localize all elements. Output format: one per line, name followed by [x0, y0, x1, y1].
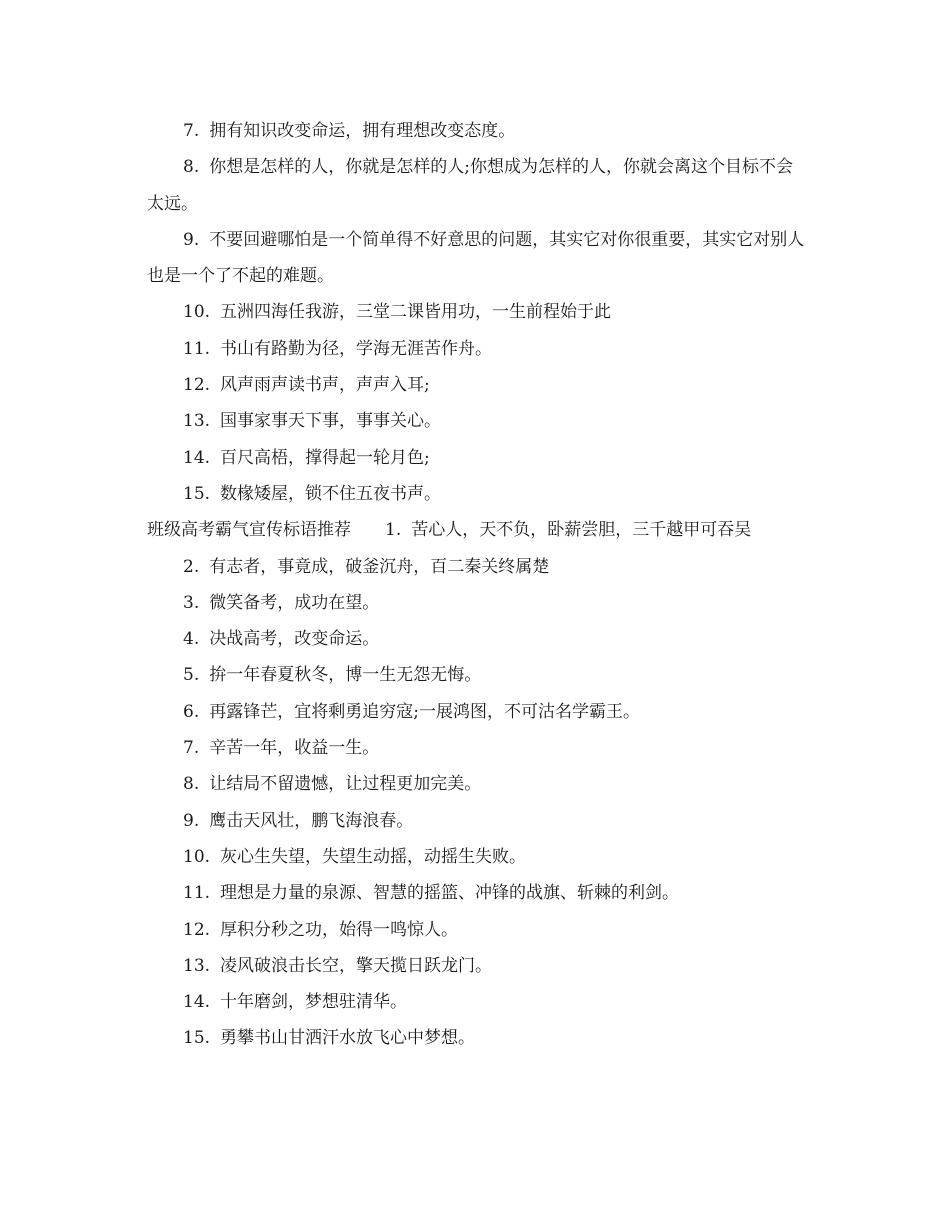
item-number: 13. — [183, 411, 211, 432]
item-text: 勇攀书山甘洒汗水放飞心中梦想。 — [220, 1028, 476, 1049]
item-text: 数椽矮屋，锁不住五夜书声。 — [220, 483, 442, 504]
list-item — [147, 1020, 807, 1056]
list-item — [147, 585, 807, 621]
item-text: 拚一年春夏秋冬，博一生无怨无悔。 — [209, 665, 482, 686]
item-number: 9. — [183, 229, 200, 250]
section-heading: 班级高考霸气宣传标语推荐 — [147, 520, 351, 541]
item-text: 决战高考，改变命运。 — [209, 629, 380, 650]
item-number: 1. — [385, 520, 402, 541]
item-text: 风声雨声读书声，声声入耳; — [220, 375, 430, 396]
item-number: 14. — [183, 447, 211, 468]
list-item — [147, 803, 807, 839]
item-number: 11. — [183, 338, 211, 359]
list-item — [147, 621, 807, 657]
item-number: 3. — [183, 592, 200, 613]
item-text: 厚积分秒之功，始得一鸣惊人。 — [220, 919, 459, 940]
item-number: 15. — [183, 483, 211, 504]
list-item — [147, 403, 807, 439]
item-text: 百尺高梧，撑得起一轮月色; — [220, 447, 430, 468]
item-text: 十年磨剑，梦想驻清华。 — [220, 992, 408, 1013]
list-item — [147, 657, 807, 693]
item-text: 拥有知识改变命运，拥有理想改变态度。 — [209, 121, 516, 141]
item-text: 微笑备考，成功在望。 — [209, 592, 380, 613]
item-number: 8. — [183, 774, 200, 795]
item-number: 12. — [183, 919, 211, 940]
item-text: 辛苦一年，收益一生。 — [209, 738, 380, 759]
item-number: 2. — [183, 556, 200, 577]
list-item — [147, 948, 807, 984]
item-number: 7. — [183, 121, 200, 141]
item-text: 鹰击天风壮，鹏飞海浪春。 — [209, 810, 414, 831]
item-number: 13. — [183, 955, 211, 976]
list-item — [147, 149, 807, 222]
list-item — [147, 730, 807, 766]
item-number: 7. — [183, 738, 200, 759]
list-item — [147, 222, 807, 295]
list-item — [147, 113, 807, 149]
document-body — [147, 113, 807, 1057]
item-number: 5. — [183, 665, 200, 686]
list-item — [147, 875, 807, 911]
list-item — [147, 367, 807, 403]
item-number: 15. — [183, 1028, 211, 1049]
item-text: 让结局不留遗憾，让过程更加完美。 — [209, 774, 482, 795]
item-text: 凌风破浪击长空，擎天揽日跃龙门。 — [220, 955, 493, 976]
item-number: 14. — [183, 992, 211, 1013]
item-text: 你想是怎样的人，你就是怎样的人;你想成为怎样的人，你就会离这个目标不会太远。 — [147, 157, 793, 214]
list-item — [147, 440, 807, 476]
item-number: 10. — [183, 846, 211, 867]
item-text: 有志者，事竟成，破釜沉舟，百二秦关终属楚 — [209, 556, 550, 577]
item-number: 12. — [183, 375, 211, 396]
item-text: 苦心人，天不负，卧薪尝胆，三千越甲可吞吴 — [411, 520, 752, 541]
list-item — [147, 839, 807, 875]
item-number: 4. — [183, 629, 200, 650]
list-item — [147, 984, 807, 1020]
item-number: 6. — [183, 701, 200, 722]
item-text: 书山有路勤为径，学海无涯苦作舟。 — [220, 338, 493, 359]
item-text: 理想是力量的泉源、智慧的摇篮、冲锋的战旗、斩棘的利剑。 — [220, 883, 680, 904]
item-text: 国事家事天下事，事事关心。 — [220, 411, 442, 432]
item-text: 再露锋芒，宜将剩勇追穷寇;一展鸿图，不可沽名学霸王。 — [209, 701, 640, 722]
list-item — [147, 912, 807, 948]
item-text: 五洲四海任我游，三堂二课皆用功，一生前程始于此 — [220, 302, 612, 323]
list-item — [147, 294, 807, 330]
section-heading-line — [147, 512, 807, 548]
item-number: 11. — [183, 883, 211, 904]
item-number: 9. — [183, 810, 200, 831]
item-number: 10. — [183, 302, 211, 323]
list-item — [147, 476, 807, 512]
item-number: 8. — [183, 157, 200, 178]
list-item — [147, 331, 807, 367]
list-item — [147, 549, 807, 585]
item-text: 灰心生失望，失望生动摇，动摇生失败。 — [220, 846, 527, 867]
item-text: 不要回避哪怕是一个简单得不好意思的问题，其实它对你很重要，其实它对别人也是一个了不起的难题。 — [147, 229, 805, 287]
list-item — [147, 694, 807, 730]
list-item — [147, 766, 807, 802]
